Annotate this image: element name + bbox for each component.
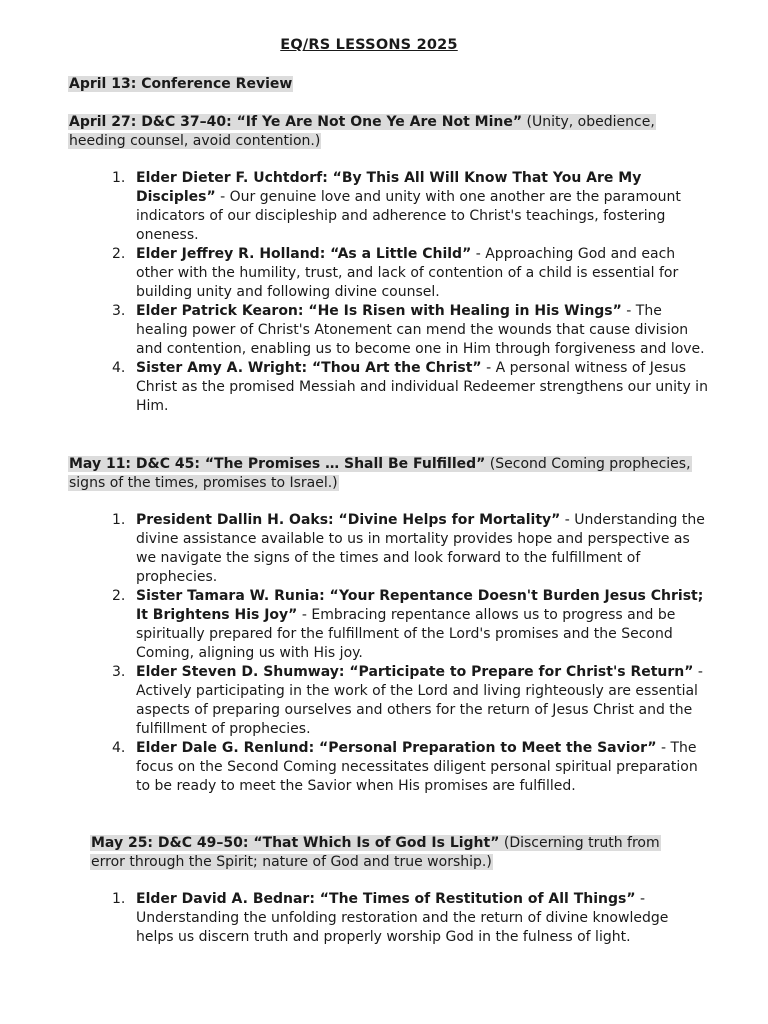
lesson-section	[68, 75, 708, 94]
talk-description: - Approaching God and each other with the humility, trust, and lack of contention of a child is essential for building unity and following divine counsel.	[136, 246, 679, 300]
talk-title: Sister Tamara W. Runia: “Your Repentance Doesn't Burden Jesus Christ; It Brightens His Joy”	[136, 588, 704, 623]
list-number: 2.	[112, 246, 126, 262]
lesson-section	[68, 113, 708, 416]
talk-title: Elder Dieter F. Uchtdorf: “By This All Will Know That You Are My Disciples”	[136, 170, 642, 205]
list-number: 4.	[112, 360, 126, 376]
list-number: 4.	[112, 740, 126, 756]
talk-title: Elder Jeffrey R. Holland: “As a Little Child”	[136, 246, 472, 262]
document-title: EQ/RS LESSONS 2025	[280, 37, 458, 53]
list-item	[68, 169, 708, 245]
list-item	[90, 890, 690, 947]
talk-title: President Dallin H. Oaks: “Divine Helps for Mortality”	[136, 512, 561, 528]
list-number: 1.	[112, 512, 126, 528]
lesson-heading-summary: (Second Coming prophecies, signs of the times, promises to Israel.)	[69, 456, 691, 491]
talk-description: - A personal witness of Jesus Christ as the promised Messiah and individual Redeemer strengthens our unity in Him.	[136, 360, 708, 414]
talk-description: - Understanding the unfolding restoration and the return of divine knowledge helps us discern truth and properly worship God in the fulness of light.	[136, 891, 669, 945]
list-item	[68, 587, 708, 663]
talk-list	[68, 169, 708, 416]
list-item	[68, 302, 708, 359]
list-number: 3.	[112, 303, 126, 319]
list-number: 1.	[112, 891, 126, 907]
talk-description: - Understanding the divine assistance available to us in mortality provides hope and perspective as we navigate the signs of the times and look forward to the fulfillment of prophecies.	[136, 512, 705, 585]
list-number: 1.	[112, 170, 126, 186]
lesson-section	[90, 834, 690, 947]
lesson-heading	[90, 834, 690, 872]
list-item	[68, 245, 708, 302]
list-number: 3.	[112, 664, 126, 680]
talk-title: Sister Amy A. Wright: “Thou Art the Christ”	[136, 360, 482, 376]
talk-list	[90, 890, 690, 947]
talk-title: Elder Patrick Kearon: “He Is Risen with Healing in His Wings”	[136, 303, 622, 319]
lesson-heading-title: April 13: Conference Review	[69, 76, 293, 92]
lesson-heading-summary: (Unity, obedience, heeding counsel, avoid contention.)	[69, 114, 655, 149]
lesson-heading-title: May 25: D&C 49–50: “That Which Is of God Is Light”	[91, 835, 500, 851]
lesson-heading	[68, 75, 708, 94]
list-item	[68, 511, 708, 587]
lesson-heading	[68, 113, 708, 151]
talk-description: - The focus on the Second Coming necessitates diligent personal spiritual preparation to be ready to meet the Savior when His promises are fulfilled.	[136, 740, 698, 794]
lesson-section	[68, 455, 708, 796]
lesson-heading-summary: (Discerning truth from error through the Spirit; nature of God and true worship.)	[91, 835, 660, 870]
talk-description: - Embracing repentance allows us to progress and be spiritually prepared for the fulfillment of the Lord's promises and the Second Coming, aligning us with His joy.	[136, 607, 676, 661]
talk-description: - Actively participating in the work of the Lord and living righteously are essential aspects of preparing ourselves and others for the return of Jesus Christ and the fulfillment of prophecies.	[136, 664, 703, 737]
list-item	[68, 663, 708, 739]
talk-title: Elder Steven D. Shumway: “Participate to Prepare for Christ's Return”	[136, 664, 694, 680]
talk-title: Elder David A. Bednar: “The Times of Restitution of All Things”	[136, 891, 636, 907]
talk-list	[68, 511, 708, 796]
lesson-heading	[68, 455, 708, 493]
talk-description: - Our genuine love and unity with one another are the paramount indicators of our discipleship and adherence to Christ's teachings, fostering oneness.	[136, 189, 681, 243]
list-number: 2.	[112, 588, 126, 604]
lesson-heading-title: April 27: D&C 37–40: “If Ye Are Not One Ye Are Not Mine”	[69, 114, 523, 130]
list-item	[68, 739, 708, 796]
lesson-heading-title: May 11: D&C 45: “The Promises … Shall Be Fulfilled”	[69, 456, 486, 472]
talk-title: Elder Dale G. Renlund: “Personal Preparation to Meet the Savior”	[136, 740, 657, 756]
list-item	[68, 359, 708, 416]
talk-description: - The healing power of Christ's Atonement can mend the wounds that cause division and contention, enabling us to become one in Him through forgiveness and love.	[136, 303, 705, 357]
